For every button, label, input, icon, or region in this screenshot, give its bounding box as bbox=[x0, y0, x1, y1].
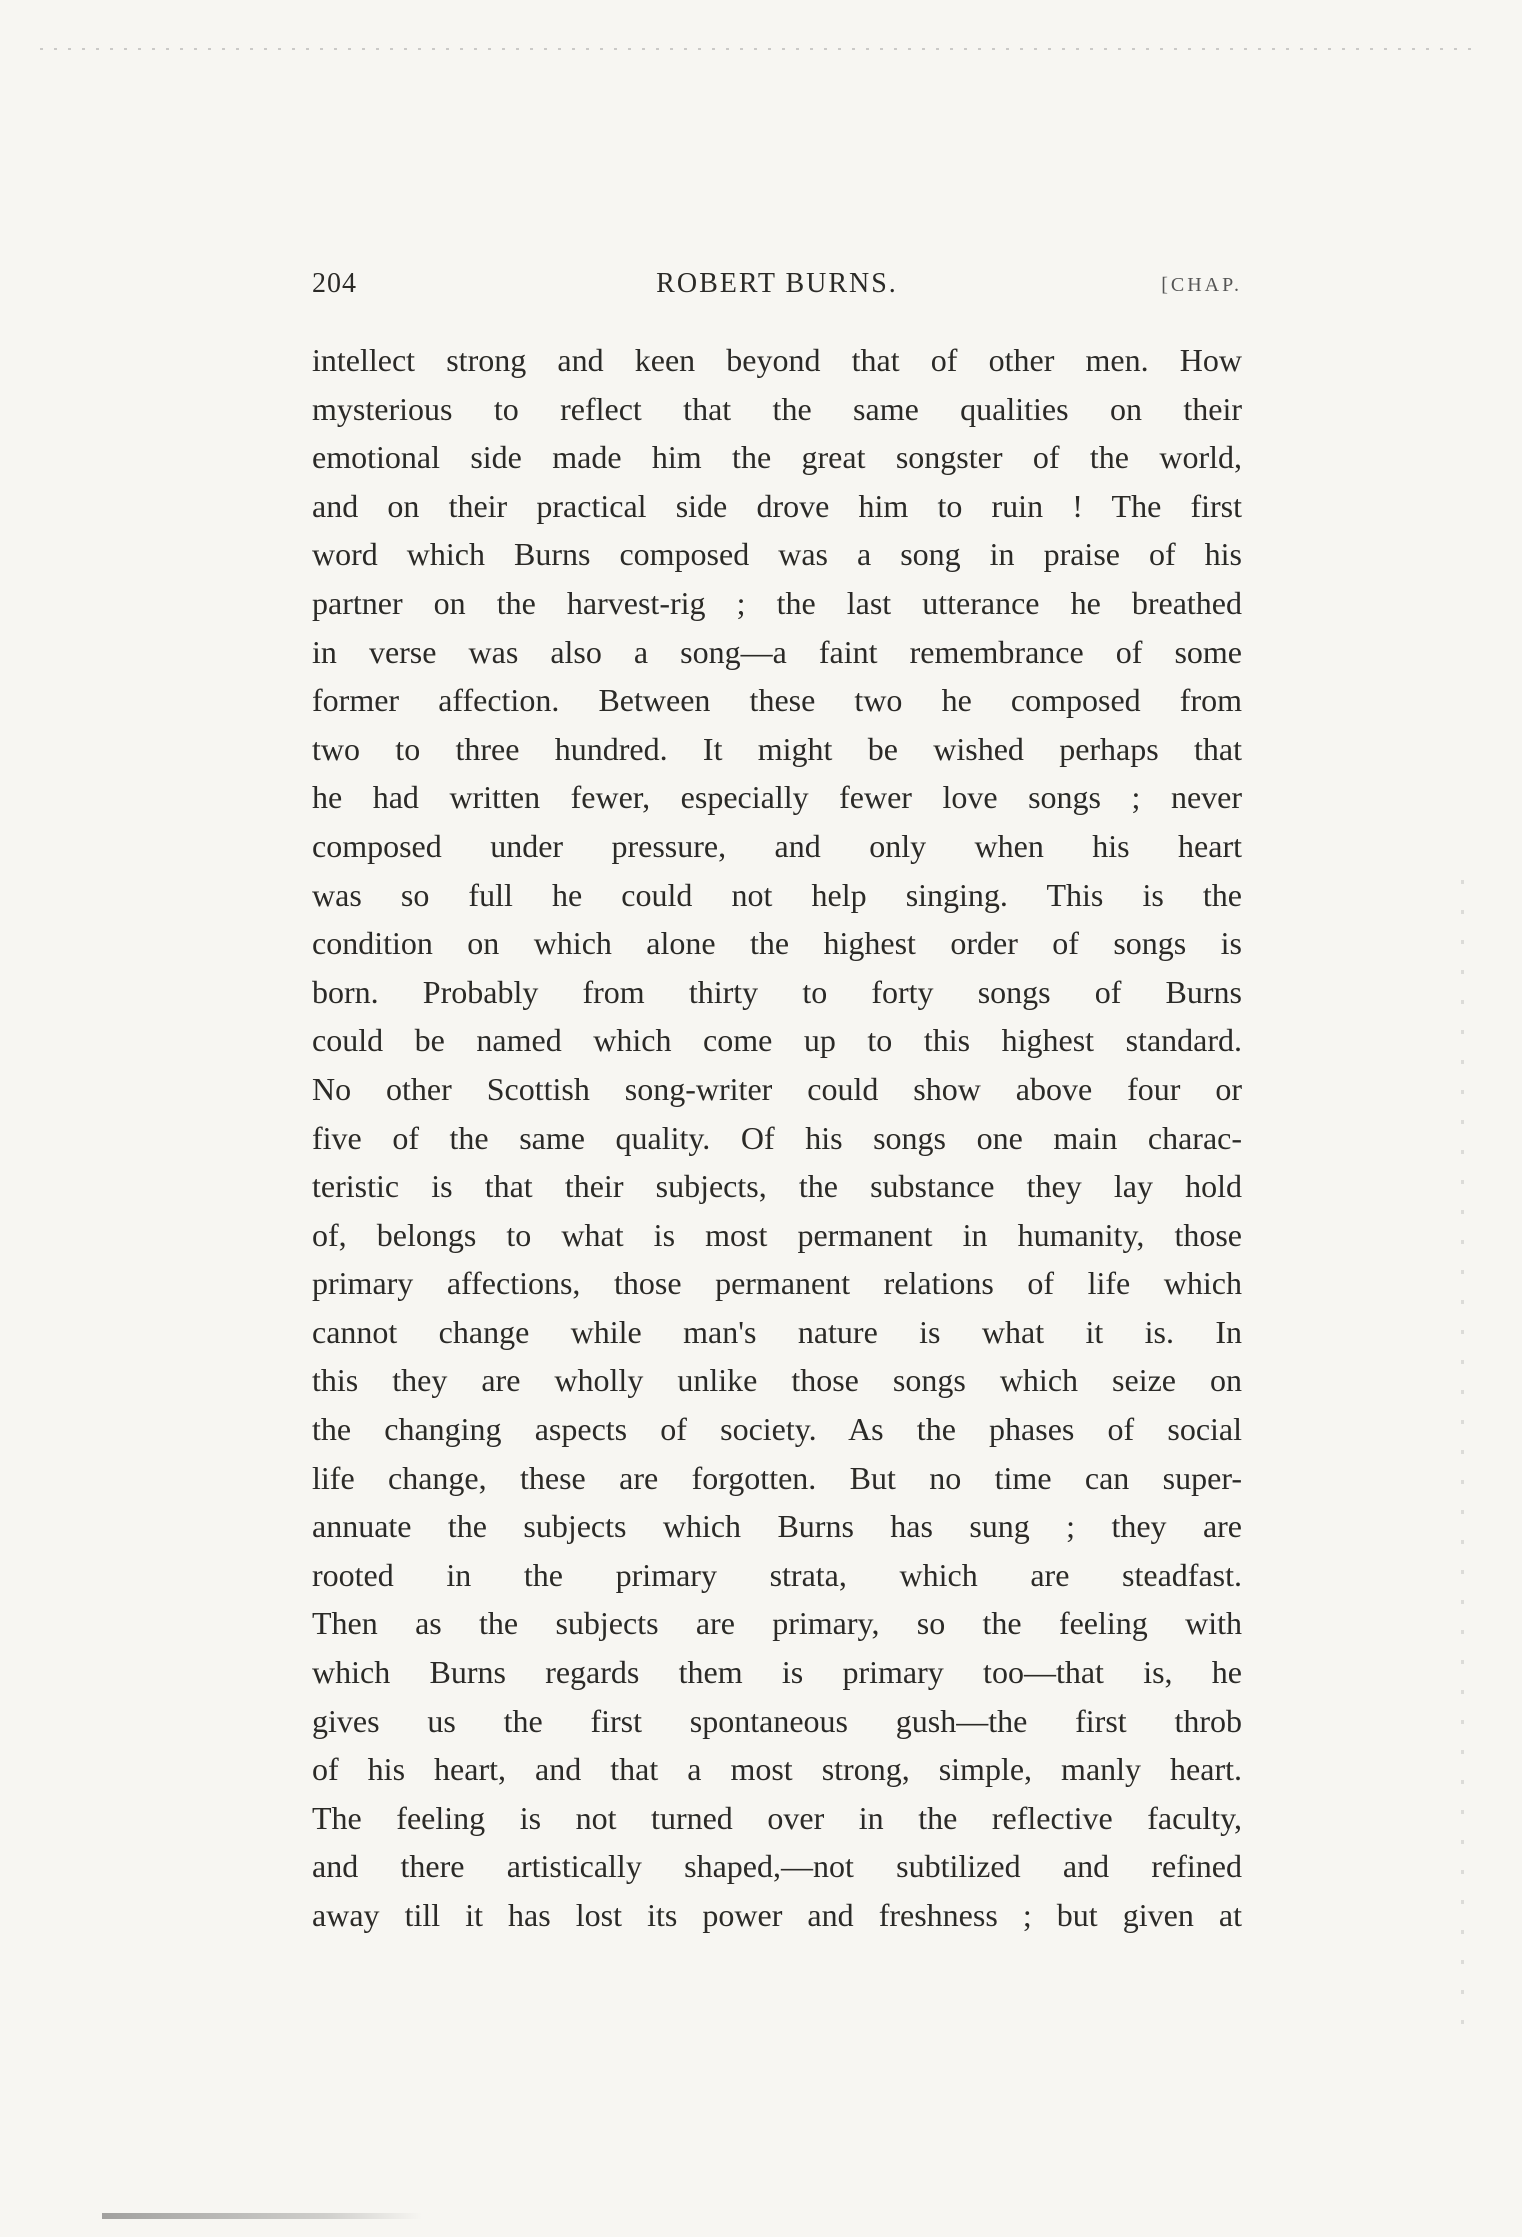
text-line: word which Burns composed was a song in praise of his bbox=[312, 536, 1242, 573]
text-line: partner on the harvest-rig ; the last utterance he breathed bbox=[312, 584, 1242, 621]
scan-speckle-top bbox=[40, 48, 1482, 50]
text-line: this they are wholly unlike those songs which seize on bbox=[312, 1362, 1242, 1399]
text-line: gives us the first spontaneous gush—the first throb bbox=[312, 1702, 1242, 1739]
text-line: the changing aspects of society. As the phases of social bbox=[312, 1411, 1242, 1448]
chapter-mark: [CHAP. bbox=[1161, 274, 1242, 296]
text-line: No other Scottish song-writer could show above four or bbox=[312, 1070, 1242, 1107]
text-line: was so full he could not help singing. This is the bbox=[312, 876, 1242, 913]
text-line: condition on which alone the highest order of songs is bbox=[312, 925, 1242, 962]
text-line: two to three hundred. It might be wished perhaps that bbox=[312, 730, 1242, 767]
text-line: and there artistically shaped,—not subtilized and refined bbox=[312, 1848, 1242, 1885]
text-line: primary affections, those permanent relations of life which bbox=[312, 1265, 1242, 1302]
text-line: of his heart, and that a most strong, simple, manly heart. bbox=[312, 1751, 1242, 1788]
text-line: intellect strong and keen beyond that of other men. How bbox=[312, 342, 1242, 378]
text-line: life change, these are forgotten. But no time can super- bbox=[312, 1459, 1242, 1496]
text-line: emotional side made him the great songster of the world, bbox=[312, 439, 1242, 476]
text-line: composed under pressure, and only when his heart bbox=[312, 827, 1242, 864]
text-line: cannot change while man's nature is what it is. In bbox=[312, 1313, 1242, 1350]
text-line: rooted in the primary strata, which are steadfast. bbox=[312, 1556, 1242, 1593]
text-line: teristic is that their subjects, the substance they lay hold bbox=[312, 1168, 1242, 1205]
page-number: 204 bbox=[312, 268, 357, 299]
running-head bbox=[312, 268, 1242, 308]
text-line: Then as the subjects are primary, so the feeling with bbox=[312, 1605, 1242, 1642]
text-line: born. Probably from thirty to forty songs of Burns bbox=[312, 973, 1242, 1010]
text-line: The feeling is not turned over in the reflective faculty, bbox=[312, 1799, 1242, 1836]
text-line: could be named which come up to this highest standard. bbox=[312, 1022, 1242, 1059]
text-line: mysterious to reflect that the same qualities on their bbox=[312, 390, 1242, 427]
text-line: former affection. Between these two he composed from bbox=[312, 682, 1242, 719]
running-title: ROBERT BURNS. bbox=[656, 268, 898, 299]
text-line: five of the same quality. Of his songs one main charac- bbox=[312, 1119, 1242, 1156]
text-line: he had written fewer, especially fewer love songs ; never bbox=[312, 779, 1242, 816]
text-line: which Burns regards them is primary too—that is, he bbox=[312, 1654, 1242, 1691]
text-line: away till it has lost its power and freshness ; but given at bbox=[312, 1897, 1242, 1933]
scan-smudge-bottom bbox=[102, 2213, 422, 2219]
text-line: in verse was also a song—a faint remembrance of some bbox=[312, 633, 1242, 670]
text-line: and on their practical side drove him to ruin ! The first bbox=[312, 487, 1242, 524]
scan-speckle-right bbox=[1461, 880, 1464, 2030]
text-line: annuate the subjects which Burns has sung ; they are bbox=[312, 1508, 1242, 1545]
text-line: of, belongs to what is most permanent in humanity, those bbox=[312, 1216, 1242, 1253]
body-text bbox=[312, 336, 1242, 1940]
